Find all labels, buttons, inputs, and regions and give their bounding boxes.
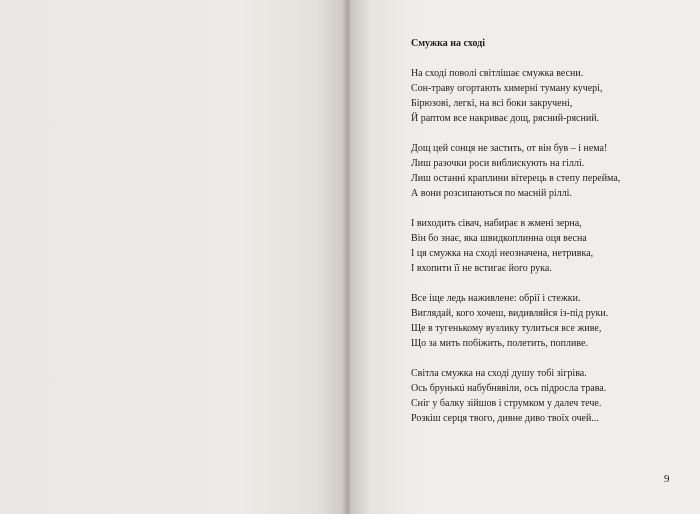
poem-line: Лиш останні краплини вітерець в степу перейма, [411, 173, 621, 184]
poem-line: І виходить сівач, набирає в жмені зерна, [411, 218, 582, 229]
poem-line: Світла смужка на сході душу тобі зігріва. [411, 368, 587, 379]
poem-line: Ось брунькú набубнявіли, ось підросла трава. [411, 383, 607, 394]
stanza-1 [411, 66, 671, 126]
poem-line: Розкіш серця твого, дивне диво твоїх очей... [411, 413, 599, 424]
poem-line: Сон-траву огортають химерні туману кучері, [411, 83, 603, 94]
poem-line: І ця смужка на сході неозначена, нетривка, [411, 248, 594, 259]
stanza-2 [411, 141, 671, 201]
stanza-5 [411, 366, 671, 426]
poem-line: А вони розсипаються по масній ріллі. [411, 188, 572, 199]
poem-line: На сході поволі світлішає смужка весни. [411, 68, 584, 79]
stanza-3 [411, 216, 671, 276]
poem [411, 38, 671, 441]
left-page [0, 0, 343, 514]
poem-line: Ще в тугенькому вузлику тулиться все живе, [411, 323, 602, 334]
poem-title: Смужка на сході [411, 38, 485, 49]
poem-line: Й раптом все накриває дощ, рясний-рясний. [411, 113, 600, 124]
poem-line: Бірюзові, легкі, на всі боки закручені, [411, 98, 573, 109]
poem-line: Сніг у балку зійшов і струмком у далеч тече. [411, 398, 602, 409]
poem-line: Він бо знає, яка швидкоплинна оця весна [411, 233, 587, 244]
poem-line: Лиш разочки роси виблискують на гіллі. [411, 158, 585, 169]
page-number: 9 [664, 473, 670, 485]
poem-line: І вхопити її не встигає його рука. [411, 263, 552, 274]
poem-line: Що за мить побіжить, полетить, попливе. [411, 338, 588, 349]
poem-line: Виглядай, кого хочеш, видивляйся із-під руки. [411, 308, 609, 319]
stanza-4 [411, 291, 671, 351]
poem-line: Дощ цей сонця не застить, от він був – і нема! [411, 143, 608, 154]
poem-line: Все іще ледь наживлене: обрії і стежки. [411, 293, 581, 304]
